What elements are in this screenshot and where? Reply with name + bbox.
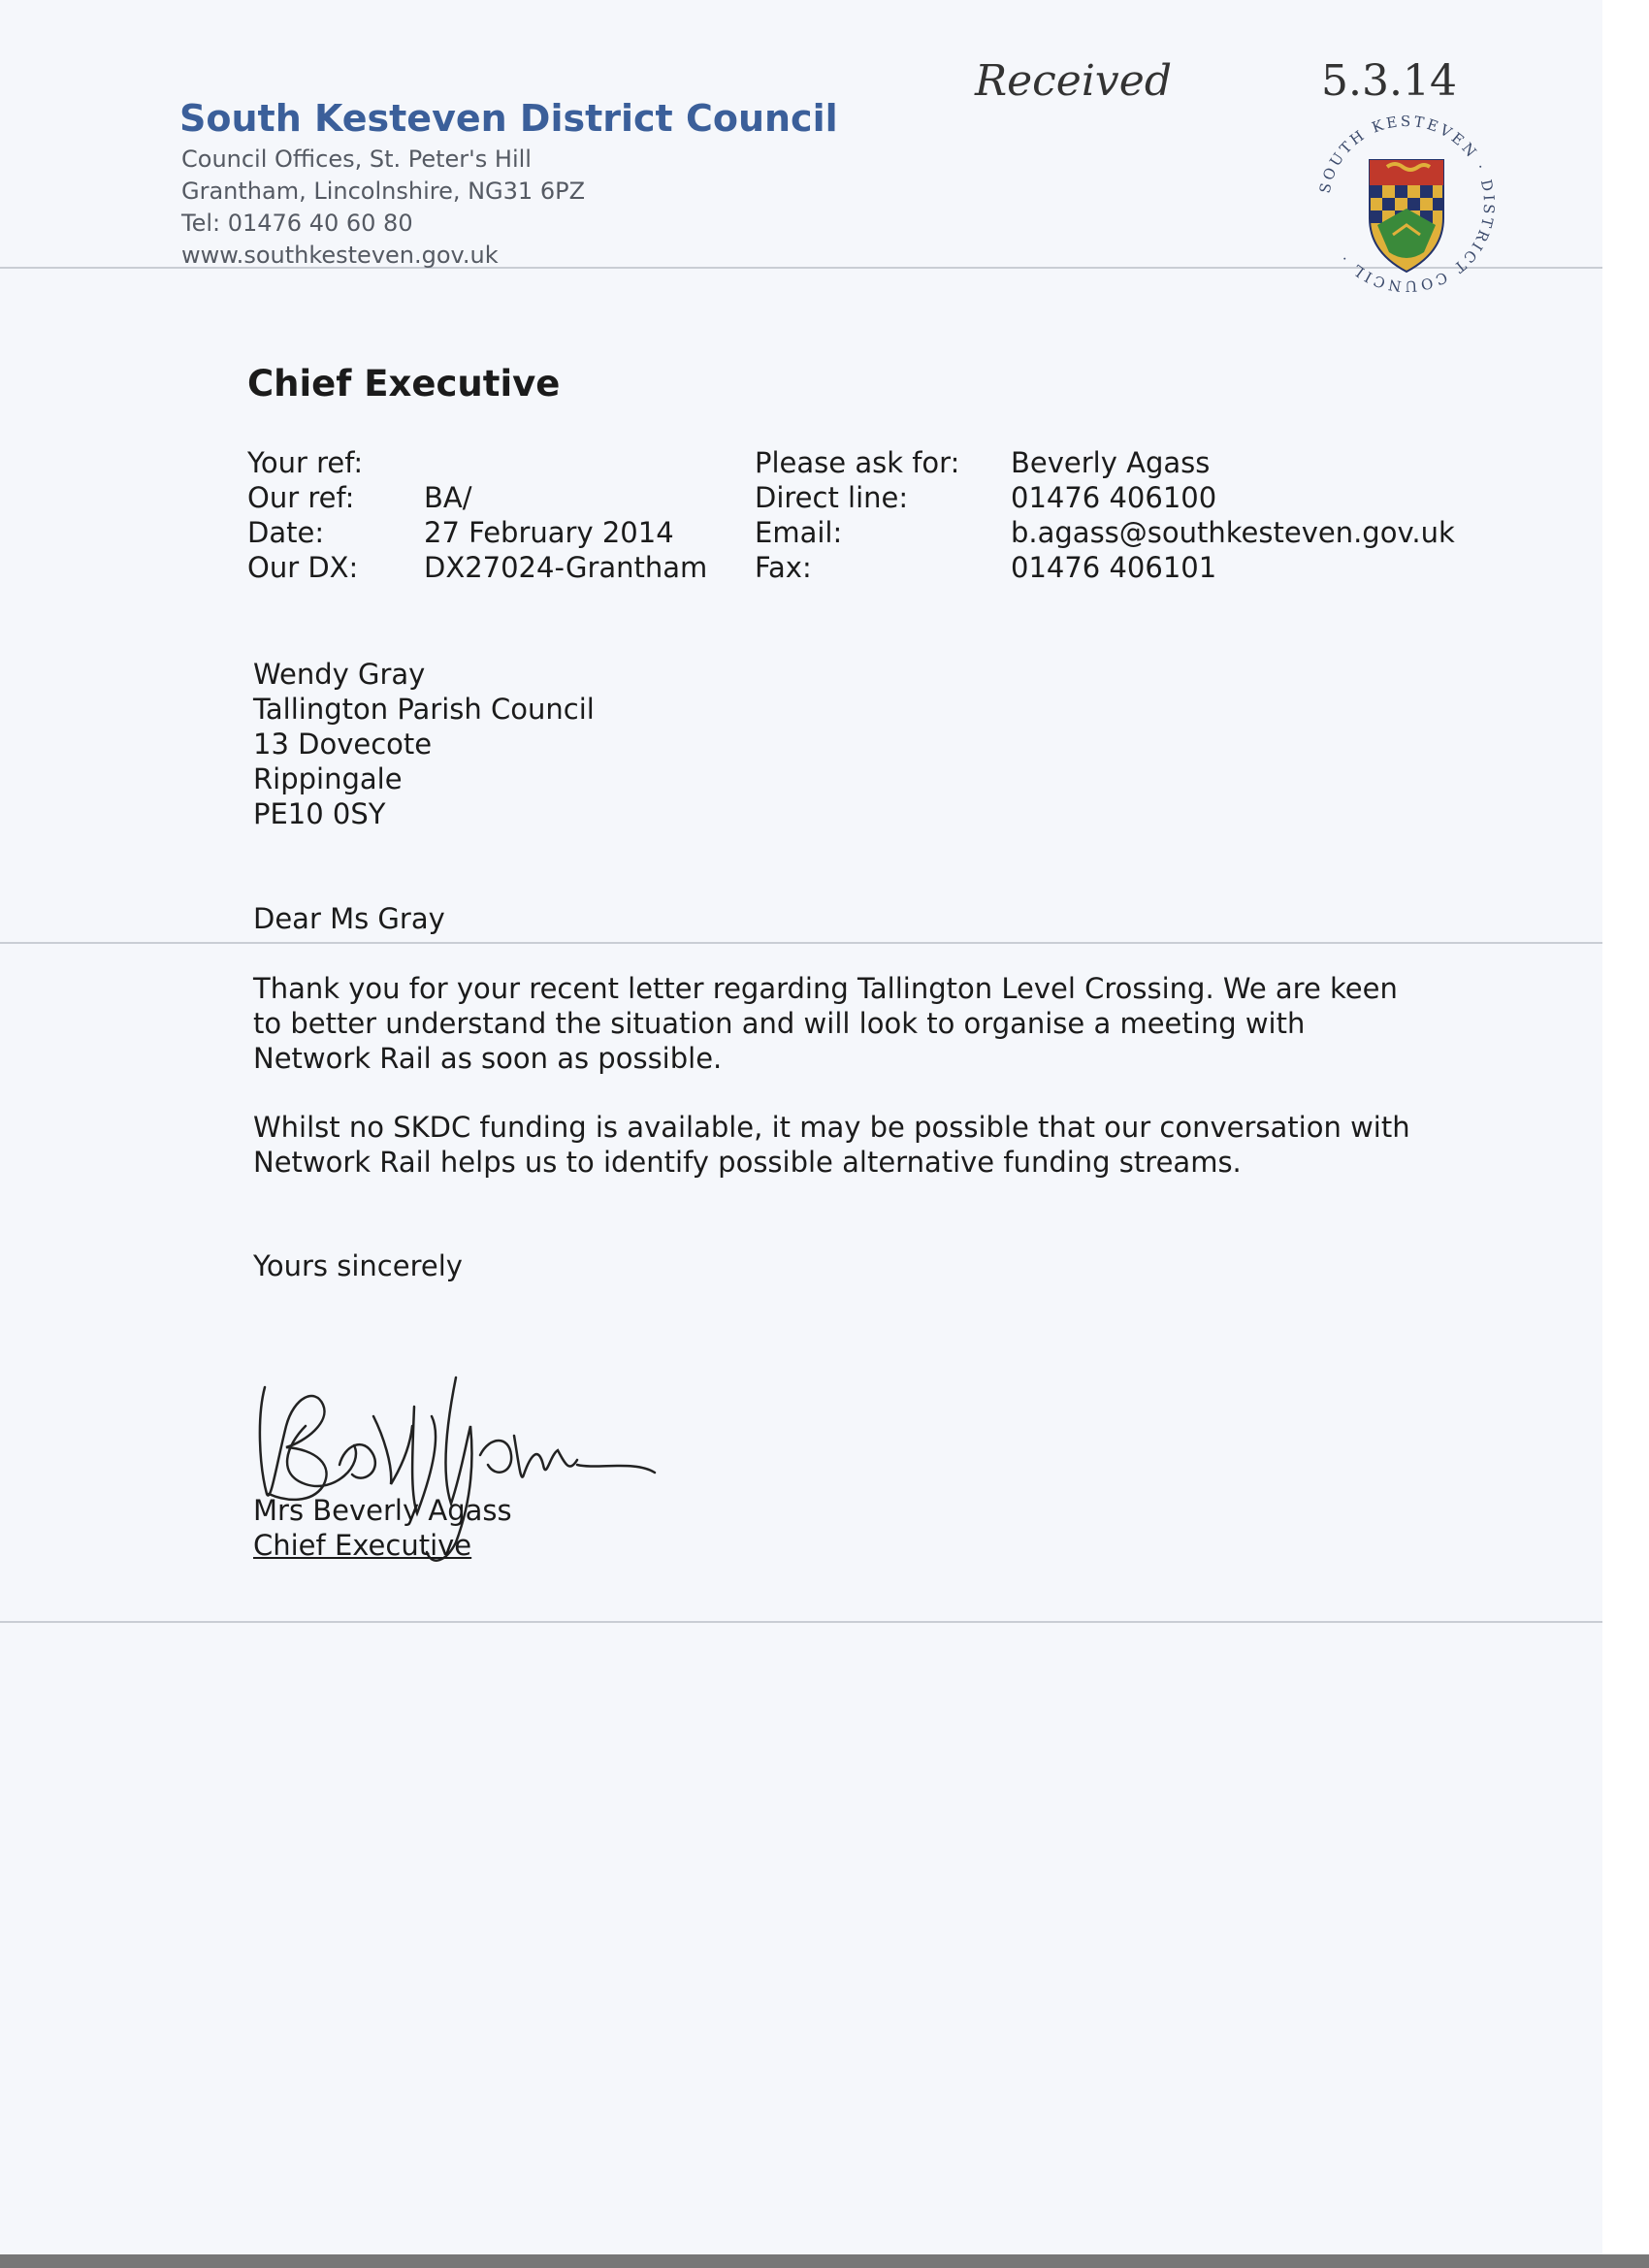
- recipient-name: Wendy Gray: [253, 658, 426, 691]
- signatory-name: Mrs Beverly Agass: [253, 1494, 512, 1527]
- ref-value-email: b.agass@southkesteven.gov.uk: [1011, 516, 1455, 549]
- recipient-town: Rippingale: [253, 762, 403, 795]
- fold-line: [0, 1621, 1602, 1623]
- council-name: South Kesteven District Council: [179, 97, 838, 140]
- ref-value-fax: 01476 406101: [1011, 551, 1217, 584]
- fold-line: [0, 942, 1602, 944]
- council-crest-logo: [1310, 107, 1504, 301]
- letterhead-address-line: Grantham, Lincolnshire, NG31 6PZ: [181, 178, 586, 205]
- ref-label-email: Email:: [755, 516, 843, 549]
- department-heading: Chief Executive: [247, 363, 561, 405]
- ref-label-your-ref: Your ref:: [247, 446, 364, 479]
- ref-value-direct-line: 01476 406100: [1011, 481, 1217, 514]
- body-paragraph-line: to better understand the situation and will look to organise a meeting with: [253, 1007, 1306, 1040]
- body-paragraph-line: Network Rail helps us to identify possible alternative funding streams.: [253, 1146, 1242, 1179]
- ref-value-our-dx: DX27024-Grantham: [424, 551, 708, 584]
- handwritten-date-note: 5.3.14: [1321, 56, 1457, 106]
- scan-edge: [0, 2254, 1649, 2268]
- salutation: Dear Ms Gray: [253, 902, 445, 935]
- ref-label-our-ref: Our ref:: [247, 481, 355, 514]
- svg-text:SOUTH KESTEVEN · DISTRICT COUN: SOUTH KESTEVEN · DISTRICT COUNCIL ·: [1315, 112, 1499, 296]
- body-paragraph-line: Thank you for your recent letter regarding Tallington Level Crossing. We are keen: [253, 972, 1398, 1005]
- ref-value-contact-name: Beverly Agass: [1011, 446, 1211, 479]
- letterhead-phone: Tel: 01476 40 60 80: [181, 210, 413, 237]
- page-edge: [1602, 0, 1649, 2268]
- recipient-postcode: PE10 0SY: [253, 797, 386, 830]
- recipient-organisation: Tallington Parish Council: [253, 693, 595, 726]
- letterhead-address-line: Council Offices, St. Peter's Hill: [181, 146, 532, 173]
- signatory-title: Chief Executive: [253, 1529, 472, 1562]
- closing: Yours sincerely: [253, 1249, 463, 1282]
- ref-label-date: Date:: [247, 516, 325, 549]
- body-paragraph-line: Whilst no SKDC funding is available, it may be possible that our conversation with: [253, 1111, 1410, 1144]
- ref-label-direct-line: Direct line:: [755, 481, 909, 514]
- handwritten-received-note: Received: [975, 56, 1172, 106]
- ref-label-fax: Fax:: [755, 551, 812, 584]
- ref-value-our-ref: BA/: [424, 481, 472, 514]
- ref-label-please-ask-for: Please ask for:: [755, 446, 960, 479]
- recipient-street: 13 Dovecote: [253, 728, 433, 761]
- ref-value-date: 27 February 2014: [424, 516, 674, 549]
- letterhead-website: www.southkesteven.gov.uk: [181, 242, 499, 269]
- body-paragraph-line: Network Rail as soon as possible.: [253, 1042, 723, 1075]
- ref-label-our-dx: Our DX:: [247, 551, 359, 584]
